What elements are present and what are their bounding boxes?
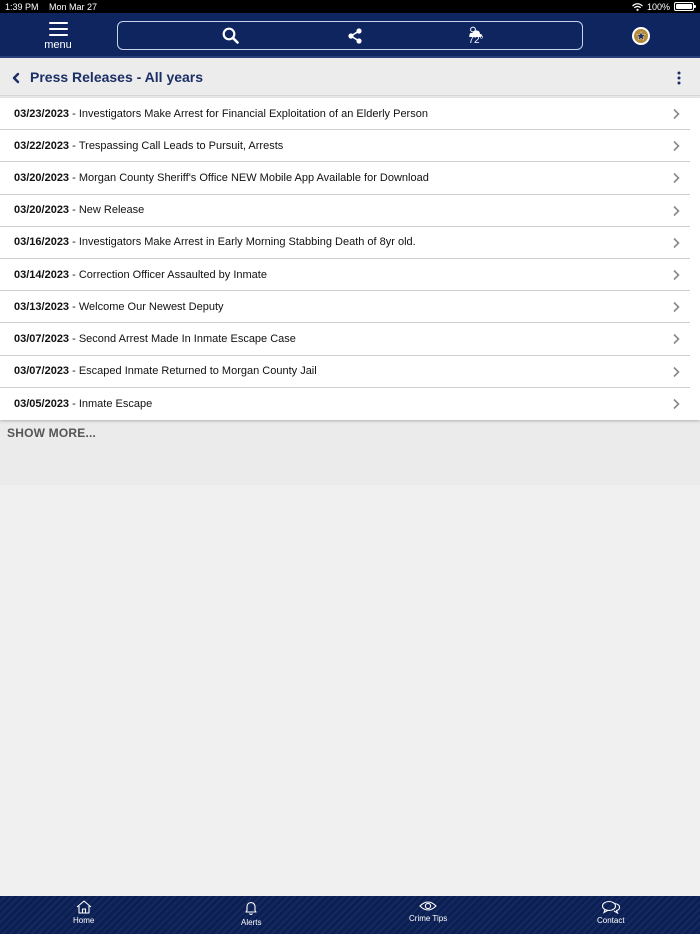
release-title: Welcome Our Newest Deputy [78, 300, 224, 313]
release-title: Trespassing Call Leads to Pursuit, Arrests [78, 139, 284, 152]
menu-button[interactable] [38, 19, 78, 53]
status-left [5, 2, 105, 12]
eye-icon [419, 900, 437, 912]
release-date: 03/14/2023 [14, 268, 70, 281]
bell-icon [243, 900, 259, 916]
release-title: Investigators Make Arrest for Financial Exploitation of an Elderly Person [78, 107, 428, 120]
page-title: Press Releases - All years [30, 69, 204, 85]
status-date: Mon Mar 27 [49, 1, 98, 12]
toolbar-group [117, 21, 583, 50]
list-item[interactable] [0, 195, 690, 227]
battery-icon [674, 2, 694, 11]
menu-label: menu [44, 39, 72, 51]
release-title: Second Arrest Made In Inmate Escape Case [78, 332, 296, 345]
search-icon [222, 27, 239, 44]
wifi-icon [632, 3, 643, 11]
status-bar [0, 0, 700, 13]
page-header [0, 60, 700, 96]
hamburger-icon [49, 22, 68, 40]
list-item[interactable] [0, 98, 690, 130]
chevron-right-icon [672, 205, 680, 217]
release-separator: - [69, 204, 79, 217]
release-date: 03/23/2023 [14, 107, 70, 120]
list-item[interactable] [0, 130, 690, 162]
tab-contact-label: Contact [597, 916, 625, 925]
home-icon [76, 900, 92, 914]
chat-icon [601, 900, 621, 914]
status-right [632, 2, 694, 12]
bottom-tab-bar [0, 896, 700, 934]
release-title: Escaped Inmate Returned to Morgan County Jail [78, 365, 317, 378]
tab-crime-tips[interactable] [409, 900, 447, 923]
release-date: 03/20/2023 [14, 171, 70, 184]
sheriff-badge-button[interactable] [632, 27, 650, 45]
chevron-left-icon[interactable] [10, 70, 22, 86]
list-item[interactable] [0, 388, 690, 420]
list-item[interactable] [0, 162, 690, 194]
press-release-list [0, 98, 700, 420]
tab-alerts[interactable] [241, 900, 261, 927]
chevron-right-icon [672, 237, 680, 249]
chevron-right-icon [672, 108, 680, 120]
chevron-right-icon [672, 398, 680, 410]
chevron-right-icon [672, 140, 680, 152]
release-separator: - [69, 332, 79, 345]
list-item[interactable] [0, 356, 690, 388]
release-separator: - [69, 268, 79, 281]
chevron-right-icon [672, 172, 680, 184]
more-vertical-icon[interactable] [676, 70, 682, 86]
chevron-right-icon [672, 269, 680, 281]
chevron-right-icon [672, 366, 680, 378]
tab-contact[interactable] [597, 900, 625, 925]
show-more-button[interactable]: SHOW MORE... [7, 426, 97, 440]
list-item[interactable] [0, 227, 690, 259]
empty-content-area [0, 485, 700, 896]
tab-home-label: Home [73, 916, 95, 925]
share-button[interactable] [344, 22, 366, 49]
release-date: 03/05/2023 [14, 397, 70, 410]
status-time: 1:39 PM [5, 1, 39, 12]
weather-button[interactable] [461, 22, 491, 49]
search-button[interactable] [218, 22, 242, 49]
release-separator: - [69, 107, 79, 120]
battery-percent: 100% [646, 1, 670, 12]
release-date: 03/07/2023 [14, 332, 70, 345]
chevron-right-icon [672, 301, 680, 313]
release-title: New Release [78, 204, 145, 217]
list-item[interactable] [0, 259, 690, 291]
release-separator: - [69, 397, 79, 410]
tab-alerts-label: Alerts [241, 918, 262, 927]
share-icon [347, 28, 363, 44]
release-title: Inmate Escape [78, 397, 153, 410]
release-date: 03/20/2023 [14, 204, 70, 217]
list-item[interactable] [0, 323, 690, 355]
release-title: Correction Officer Assaulted by Inmate [78, 268, 267, 281]
release-title: Morgan County Sheriff's Office NEW Mobile App Available for Download [78, 171, 429, 184]
release-separator: - [69, 171, 79, 184]
release-separator: - [69, 236, 79, 249]
release-separator: - [69, 365, 79, 378]
release-date: 03/22/2023 [14, 139, 70, 152]
tab-crime-tips-label: Crime Tips [409, 914, 448, 923]
release-separator: - [69, 139, 79, 152]
chevron-right-icon [672, 333, 680, 345]
weather-temp: 72° [468, 34, 484, 46]
tab-home[interactable] [73, 900, 94, 925]
release-separator: - [69, 300, 79, 313]
release-date: 03/16/2023 [14, 236, 70, 249]
top-navbar [0, 13, 700, 58]
release-date: 03/07/2023 [14, 365, 70, 378]
release-title: Investigators Make Arrest in Early Morning Stabbing Death of 8yr old. [78, 236, 416, 249]
list-item[interactable] [0, 291, 690, 323]
release-date: 03/13/2023 [14, 300, 70, 313]
sheriff-badge-icon [634, 29, 648, 43]
